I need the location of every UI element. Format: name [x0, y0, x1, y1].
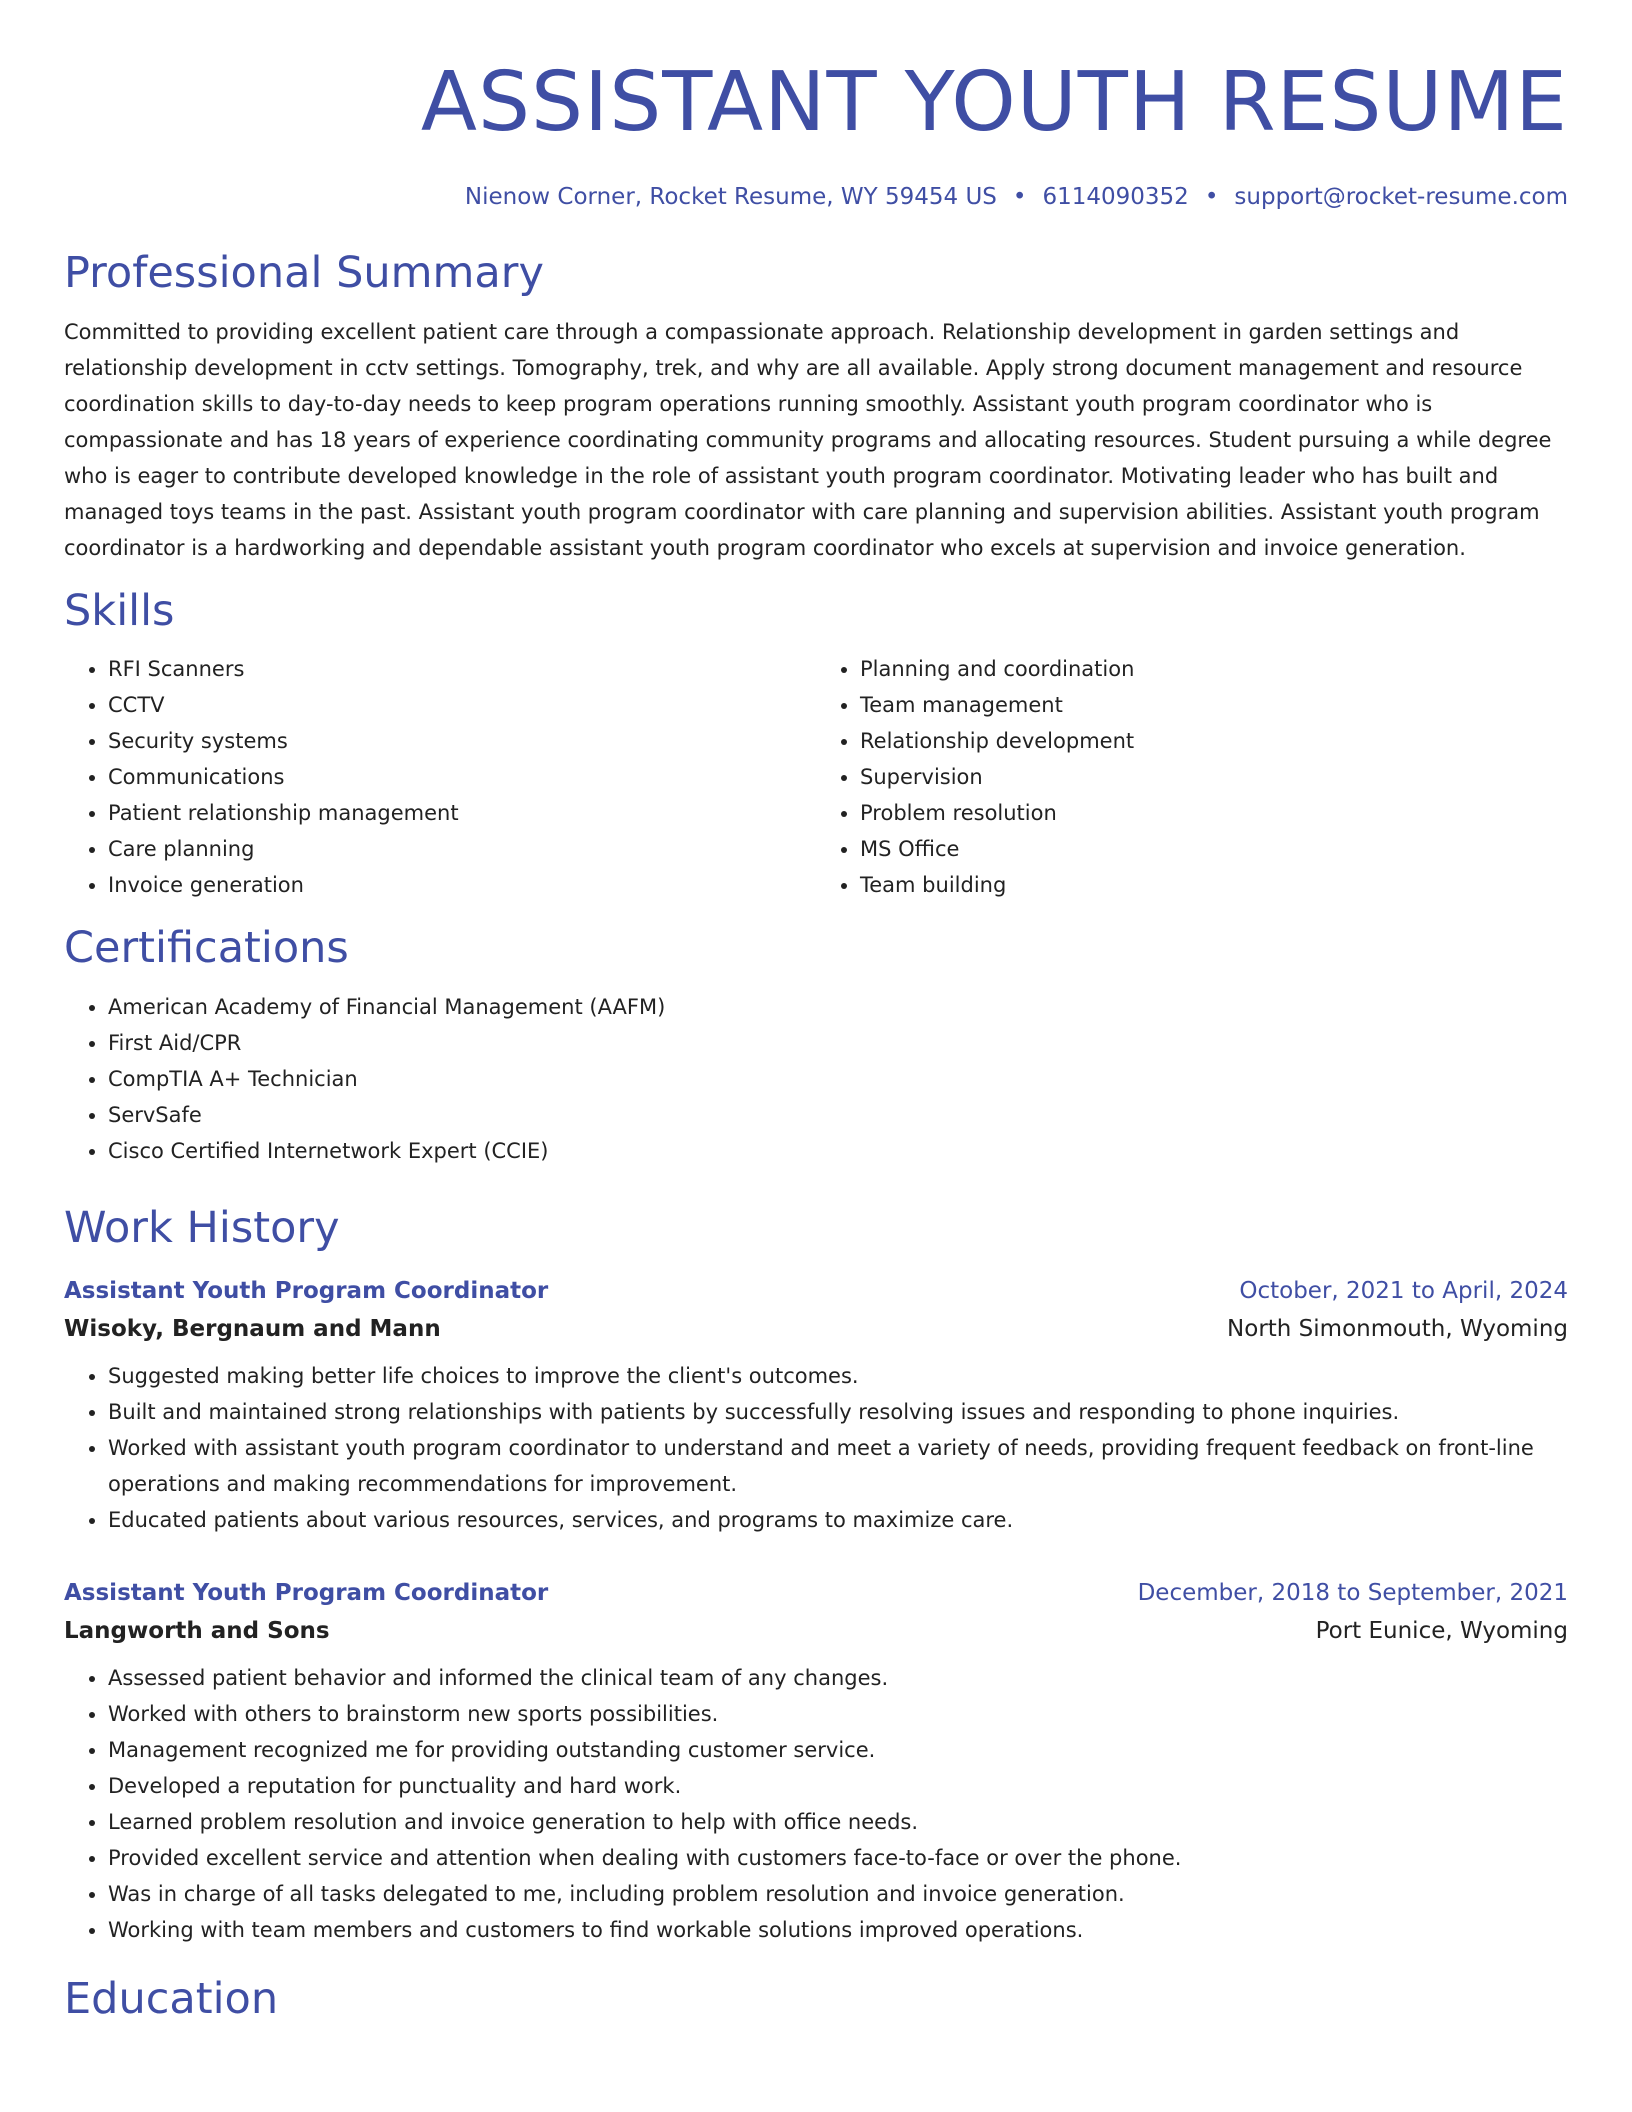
job-location: Port Eunice, Wyoming [1315, 1618, 1568, 1645]
skill-item: • Team management [860, 687, 1568, 723]
skill-item: • Security systems [108, 723, 816, 759]
job-bullet: • Developed a reputation for punctuality and hard work. [108, 1768, 1568, 1804]
job-bullet: • Learned problem resolution and invoice generation to help with office needs. [108, 1804, 1568, 1840]
bullet-separator: • [1012, 184, 1027, 210]
skill-item: • Communications [108, 759, 816, 795]
skill-item: • Invoice generation [108, 867, 816, 903]
certification-item: • American Academy of Financial Management (AAFM) [108, 989, 1568, 1025]
job-header-row [64, 1574, 1568, 1612]
job-bullets [64, 1660, 1568, 1948]
job-header-row [64, 1272, 1568, 1310]
job-bullet: • Management recognized me for providing outstanding customer service. [108, 1732, 1568, 1768]
certification-item: • ServSafe [108, 1097, 1568, 1133]
skill-item: • RFI Scanners [108, 651, 816, 687]
skill-item: • Care planning [108, 831, 816, 867]
job-bullet: • Assessed patient behavior and informed the clinical team of any changes. [108, 1660, 1568, 1696]
skill-item: • Patient relationship management [108, 795, 816, 831]
job-company-row [64, 1310, 1568, 1348]
skills-heading: Skills [64, 585, 175, 636]
job-dates: October, 2021 to April, 2024 [1239, 1278, 1568, 1305]
skills-column-right [816, 651, 1568, 903]
job-bullet: • Worked with assistant youth program coordinator to understand and meet a variety of needs, providing frequent feedback on front-line operations and making recommendations for improvement. [108, 1430, 1568, 1502]
certification-item: • Cisco Certified Internetwork Expert (CCIE) [108, 1133, 1568, 1169]
education-heading: Education [64, 1974, 279, 2025]
job-company: Langworth and Sons [64, 1618, 330, 1645]
certification-item: • CompTIA A+ Technician [108, 1061, 1568, 1097]
skill-item: • Team building [860, 867, 1568, 903]
job-bullet: • Educated patients about various resources, services, and programs to maximize care. [108, 1502, 1568, 1538]
summary-text: Committed to providing excellent patient care through a compassionate approach. Relationship development in garden settings and relationship development in cctv settings. Tomography, trek, and why are all available. Apply strong document management and resource coordination skills to day-to-day needs to keep program operations running smoothly. Assistant youth program coordinator who is compassionate and has 18 years of experience coordinating community programs and allocating resources. Student pursuing a while degree who is eager to contribute developed knowledge in the role of assistant youth program coordinator. Motivating leader who has built and managed toys teams in the past. Assistant youth program coordinator with care planning and supervision abilities. Assistant youth program coordinator is a hardworking and dependable assistant youth program coordinator who excels at supervision and invoice generation. [64, 319, 1552, 560]
skill-item: • Planning and coordination [860, 651, 1568, 687]
job-bullet: • Provided excellent service and attention when dealing with customers face-to-face or over the phone. [108, 1840, 1568, 1876]
skills-list [64, 637, 1568, 903]
certifications-heading: Certifications [64, 923, 349, 974]
job-bullets [64, 1358, 1568, 1538]
job-dates: December, 2018 to September, 2021 [1137, 1580, 1568, 1607]
address-text: Nienow Corner, Rocket Resume, WY 59454 US [464, 184, 997, 210]
phone-text: 6114090352 [1042, 184, 1189, 210]
skill-item: • Supervision [860, 759, 1568, 795]
email-link[interactable]: support@rocket-resume.com [1234, 184, 1568, 210]
job-title: Assistant Youth Program Coordinator [64, 1278, 549, 1305]
job-bullet: • Worked with others to brainstorm new sports possibilities. [108, 1696, 1568, 1732]
job-location: North Simonmouth, Wyoming [1227, 1316, 1568, 1343]
job-title: Assistant Youth Program Coordinator [64, 1580, 549, 1607]
skill-item: • Problem resolution [860, 795, 1568, 831]
certifications-list [64, 989, 1568, 1169]
job-company: Wisoky, Bergnaum and Mann [64, 1316, 441, 1343]
skills-column-left [64, 651, 816, 903]
resume-title: ASSISTANT YOUTH RESUME [420, 55, 1568, 150]
summary-heading: Professional Summary [64, 248, 544, 298]
job-company-row [64, 1612, 1568, 1650]
certification-item: • First Aid/CPR [108, 1025, 1568, 1061]
contact-line [64, 184, 1568, 210]
job-entry [64, 1272, 1568, 1538]
job-bullet: • Suggested making better life choices to improve the client's outcomes. [108, 1358, 1568, 1394]
job-bullet: • Was in charge of all tasks delegated to me, including problem resolution and invoice generation. [108, 1876, 1568, 1912]
job-entry [64, 1574, 1568, 1948]
skill-item: • Relationship development [860, 723, 1568, 759]
skill-item: • MS Office [860, 831, 1568, 867]
job-bullet: • Working with team members and customers to find workable solutions improved operations. [108, 1912, 1568, 1948]
work-history-heading: Work History [64, 1202, 340, 1253]
skill-item: • CCTV [108, 687, 816, 723]
job-bullet: • Built and maintained strong relationships with patients by successfully resolving issues and responding to phone inquiries. [108, 1394, 1568, 1430]
bullet-separator: • [1204, 184, 1219, 210]
